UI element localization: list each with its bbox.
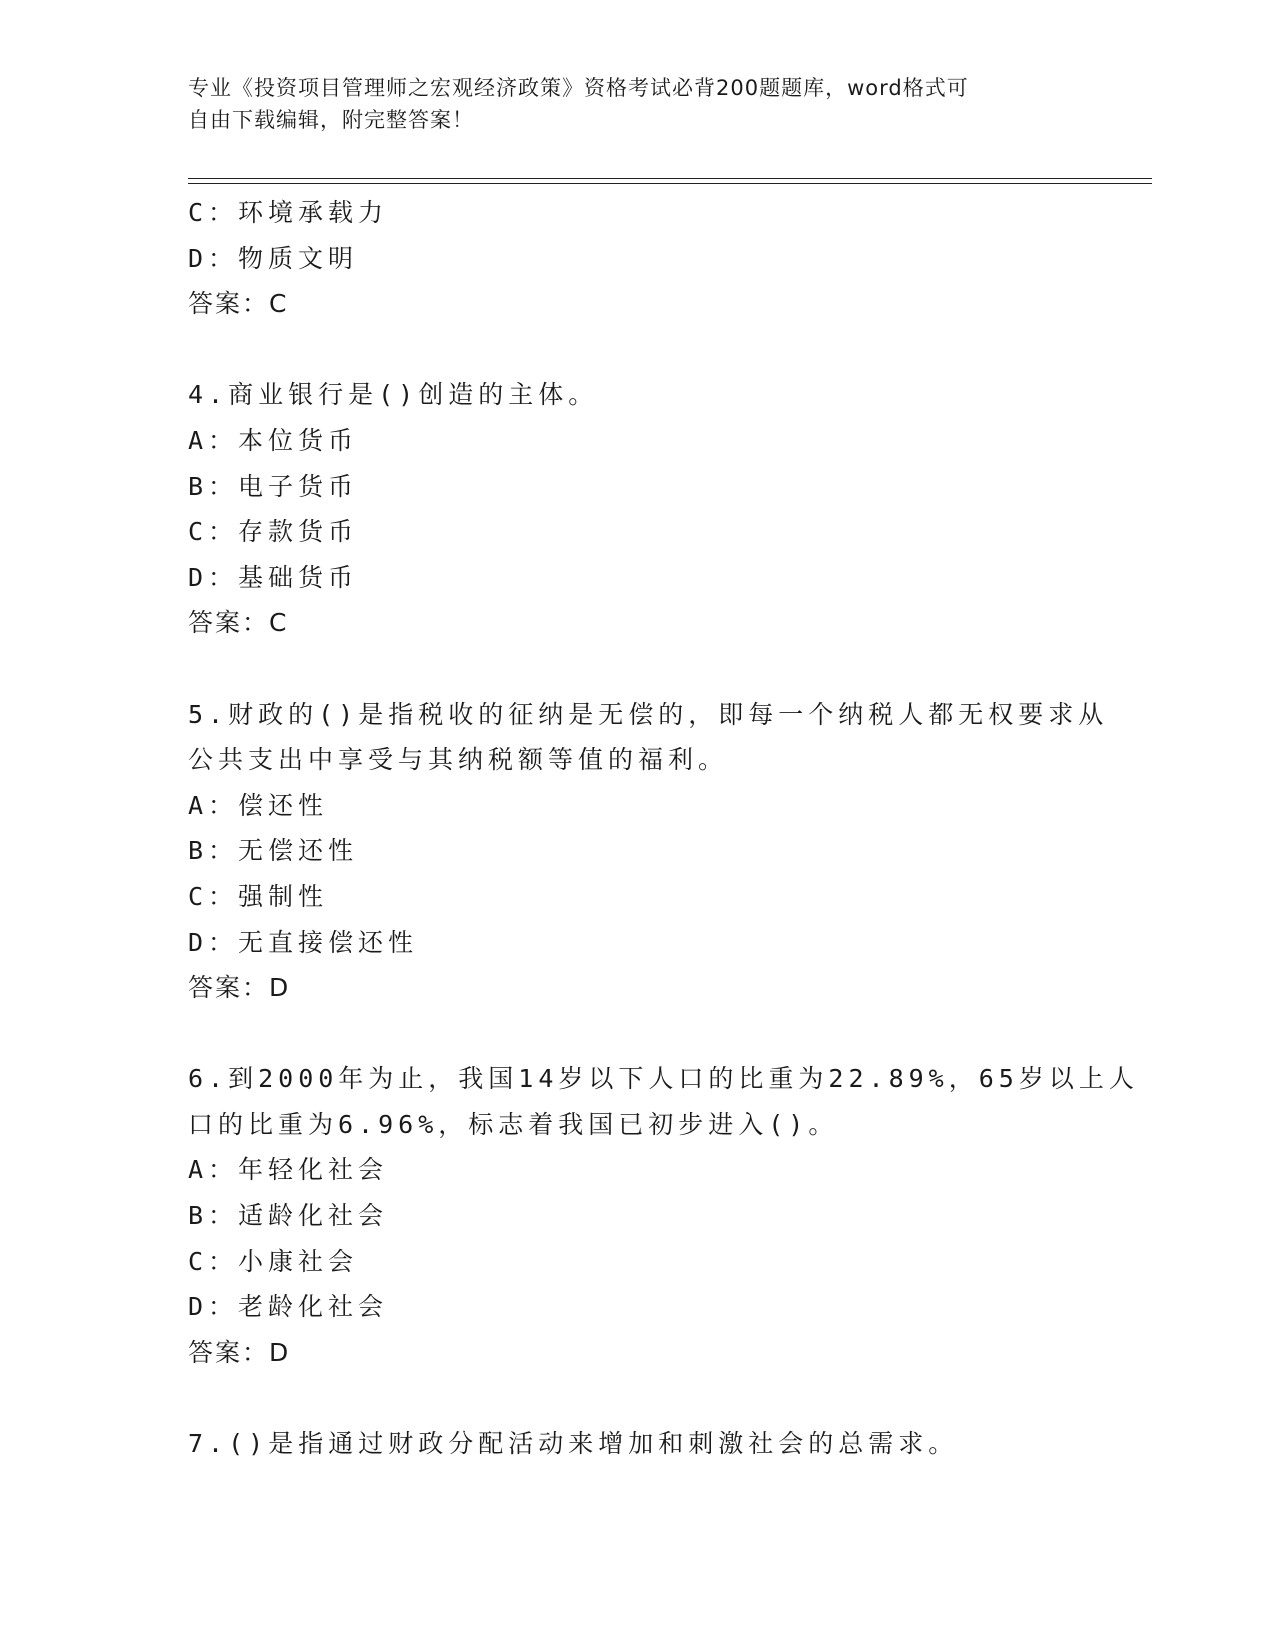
option-d: D：物质文明 <box>188 243 359 273</box>
option-c: C：强制性 <box>188 881 329 911</box>
header-rule-top <box>188 178 1152 179</box>
question-text-line-1: 6.到2000年为止，我国14岁以下人口的比重为22.89%，65岁以上人 <box>188 1064 1139 1094</box>
answer: 答案：D <box>188 973 291 1003</box>
question-text-line-2: 口的比重为6.96%，标志着我国已初步进入()。 <box>188 1109 839 1139</box>
option-c: C：环境承载力 <box>188 198 389 227</box>
option-b: B：适龄化社会 <box>188 1201 389 1231</box>
document-header <box>188 72 1068 136</box>
option-a: A：偿还性 <box>188 790 329 820</box>
option-b: B：电子货币 <box>188 471 359 501</box>
option-d: D：无直接偿还性 <box>188 927 419 957</box>
option-c: C：小康社会 <box>188 1246 359 1276</box>
answer: 答案：C <box>188 608 289 638</box>
option-a: A：本位货币 <box>188 425 359 455</box>
question-text: 7.()是指通过财政分配活动来增加和刺激社会的总需求。 <box>188 1429 959 1459</box>
option-c: C：存款货币 <box>188 517 359 547</box>
header-title-line-2: 自由下载编辑，附完整答案！ <box>188 108 474 132</box>
option-d: D：老龄化社会 <box>188 1292 389 1322</box>
question-7 <box>188 1421 1068 1467</box>
question-text-line-1: 5.财政的()是指税收的征纳是无偿的，即每一个纳税人都无权要求从 <box>188 699 1109 729</box>
option-a: A：年轻化社会 <box>188 1155 389 1185</box>
option-d: D：基础货币 <box>188 562 359 592</box>
question-5 <box>188 692 1109 1011</box>
question-4 <box>188 372 1068 646</box>
question-3-tail <box>188 190 1068 327</box>
question-6 <box>188 1056 1139 1375</box>
header-rule-bottom <box>188 183 1152 184</box>
document-body <box>188 190 1139 1467</box>
question-text: 4.商业银行是()创造的主体。 <box>188 380 599 410</box>
answer: 答案：D <box>188 1337 291 1367</box>
question-text-line-2: 公共支出中享受与其纳税额等值的福利。 <box>188 745 729 775</box>
header-title-line-1: 专业《投资项目管理师之宏观经济政策》资格考试必背200题题库，word格式可 <box>188 76 969 100</box>
option-b: B：无偿还性 <box>188 836 359 866</box>
answer: 答案：C <box>188 289 289 319</box>
